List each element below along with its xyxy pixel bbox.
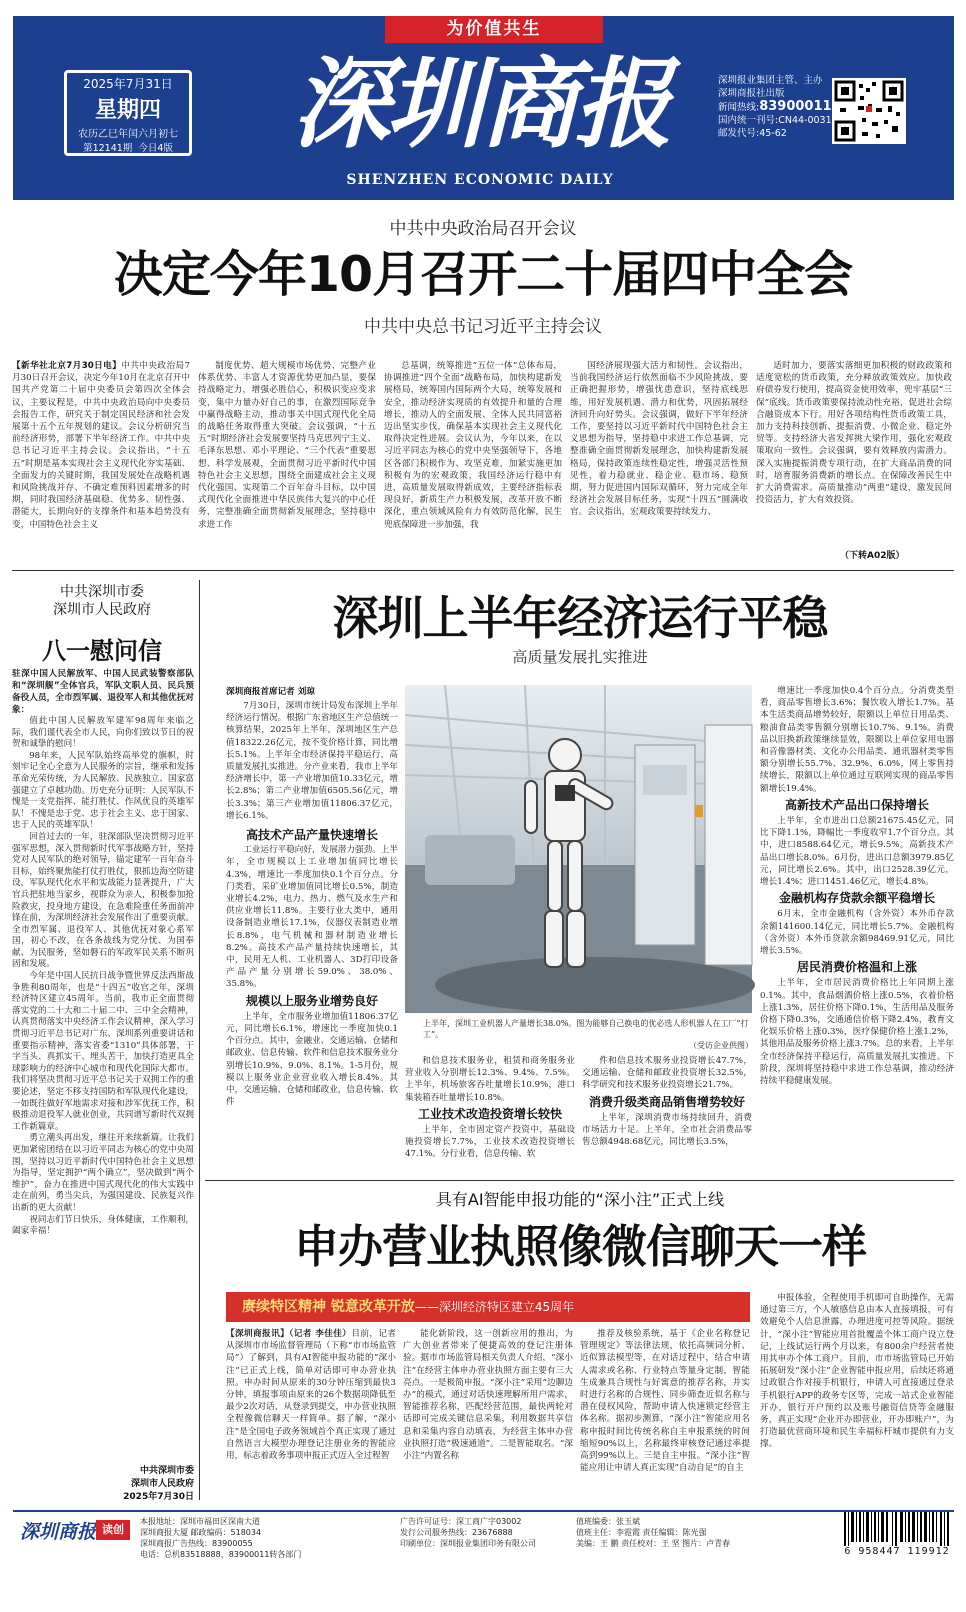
barcode-icon [840, 1512, 954, 1556]
footer-badge: 读创 [96, 1520, 130, 1540]
newspaper-logo: 深圳商报 [291, 47, 668, 162]
photo-illustration [405, 685, 752, 1013]
story3-kicker: 具有AI智能申报功能的“深小注”正式上线 [435, 1190, 725, 1209]
divider [199, 580, 200, 1500]
story2-subhead-2: 规模以上服务业增势良好 [245, 993, 378, 1008]
date-box [64, 70, 192, 156]
story1-column-3: 总基调，统筹推进“五位一体”总体布局，协调推进“四个全面”战略布局，加快构建新发展格局，统筹国内国际两个大局，统筹发展和安全，推动经济实现质的有效提升和量的合理增长，推动人的全面发展、全体人民共同富裕迈出坚实步伐，确保基本实现社会主义现代化取得决定性进展。会议认为，今年以来，在以习近平同志为核心的党中央坚强领导下，各地区各部门积极作为、攻坚克难，加紧实施更加积极有为的宏观政策，我国经济运行稳中有进，高质量发展取得新成效，主要经济指标表现良好，新质生产力积极发展，改革开放不断深化，重点领域风险有力有效防范化解，民生兜底保障进一步加强，我 [384, 361, 562, 530]
footer-divider [13, 1510, 954, 1512]
story3-column-3: 推荐及核验系统，基于《企业名称登记管理规定》等法律法规，依托高频词分析、近似算法模型等，在对话过程中，结合申请人需求或名称、行业特点等量身定制，智能生成兼具合规性与好寓意的推荐名称，并实时进行名称的合规性、同步筛查近似名称与潜在侵权风险，帮助申请人快速锁定经营主体名称。据初步测算，“深小注”智能应用名称申报时间比传统名称自主申报系统的时间缩短90%以上，名称最终审核登记通过率提高到99%以上。三是自主申报。“深小注”智能应用让申请人真正实现“自动自足”的自主 [580, 1329, 750, 1474]
anniversary-banner [226, 1292, 750, 1322]
photo-credit: （受访企业供图） [689, 1041, 753, 1050]
letter-heading [12, 583, 192, 666]
story2-subhead-4: 消费升级类商品销售增势较好 [588, 1094, 745, 1109]
publisher-info: 深圳报业集团主管、主办 深圳商报社出版 新闻热线:83900011 国内统一刊号:CN44-0031 邮发代号:45-62 [718, 75, 832, 139]
story3-lead-tag: 【深圳商报讯】（记者 李佳佳） [226, 1329, 352, 1339]
story1-jump: （下转A02版） [840, 551, 905, 561]
story1-subhead: 中共中央总书记习近平主持会议 [364, 317, 602, 337]
letter-signature: 中共深圳市委 深圳市人民政府 2025年7月30日 [123, 1466, 194, 1502]
barcode-number: 6 958447 119912 [844, 1546, 950, 1557]
story3-headline: 申办营业执照像微信聊天一样 [293, 1220, 866, 1273]
letter-issuer: 中共深圳市委 [60, 584, 144, 600]
story2-subhead-3: 工业技术改造投资增长较快 [417, 1106, 562, 1121]
divider [205, 1180, 954, 1181]
story2-subhead-6: 金融机构存贷款余额平稳增长 [778, 891, 935, 906]
lunar-date: 农历乙巳年闰六月初七 [78, 129, 178, 140]
story2-subhead-1: 高技术产品产量快速增长 [245, 828, 378, 843]
issue-date: 2025年7月31日 [83, 77, 173, 91]
issue-number: 第12141期 今日4版 [83, 143, 173, 154]
story1-column-1: 【新华社北京7月30日电】中共中央政治局7月30日召开会议，决定今年10月在北京召开中国共产党第二十届中央委员会第四次全体会议，主要议程是，中共中央政治局向中央委员会报告工作，研究关于制定国民经济和社会发展第十五个五年规划的建议。会议分析研究当前经济形势，部署下半年经济工作。中共中央总书记习近平主持会议。会议指出，“十五五”时期是基本实现社会主义现代化夯实基础、全面发力的关键时期，我国发展处在战略机遇和风险挑战并存、不确定难预料因素增多的时期，同时我国经济基础稳、优势多、韧性强、潜能大，长期向好的支撑条件和基本趋势没有变，中国特色社会主义 [12, 361, 191, 530]
letter-title: 八一慰问信 [42, 637, 162, 665]
masthead-slogan: 为价值共生 [385, 16, 603, 43]
story1-lead-tag: 【新华社北京7月30日电】 [12, 361, 122, 371]
story3-column-1: 【深圳商报讯】（记者 李佳佳）目前，记者从深圳市市场监督管理局（下称“市市场监管局”）了解到，具有AI智能申报功能的“深小注”已正式上线，简单对话即可申办营业执照。申办时间从原来的30分钟压缩到最快3分钟，填报事项由原来的26个数据项降低至最少2次对话，从登录到提交，申办营业执照全程像微信聊天一样简单。据了解，“深小注”是全国电子政务领域首个真正实现了通过自然语言大模型办理登记注册业务的智能应用，标志着政务事项申报正式迈入全过程智 [226, 1329, 396, 1462]
weekday: 星期四 [94, 98, 161, 123]
divider [12, 570, 954, 571]
story2-byline: 深圳商报首席记者 刘琼 [226, 687, 315, 697]
story1-column-4: 国经济展现强大活力和韧性。会议指出，当前我国经济运行依然面临不少风险挑战，要正确把握形势，增强忧患意识，坚持底线思维，用好发展机遇、潜力和优势，巩固拓展经济回升向好势头。会议强调，做好下半年经济工作，要坚持以习近平新时代中国特色社会主义思想为指导，坚持稳中求进工作总基调，完整准确全面贯彻新发展理念，加快构建新发展格局，保持政策连续性稳定性，增强灵活性预见性，着力稳就业、稳企业、稳市场、稳预期，努力促进国内国际双循环，努力完成全年经济社会发展目标任务，实现“十四五”圆满收官。会议指出，宏观政策要持续发力、 [570, 361, 748, 518]
footer-logo: 深圳商报 [20, 1521, 97, 1543]
story3-column-2: 能化新阶段，这一创新应用的推出，为广大创业者带来了便捷高效的登记注册体验。据市市场监管局相关负责人介绍，“深小注”在经营主体申办营业执照方面主要有三大亮点。一是极简申报。“深小注”采用“边聊边办”的模式，通过对话快速理解所用户需求，智能推荐名称，匹配经营范围，最快两轮对话即可完成关键信息采集，利用数据共享信息和采集内容自动填表，为经营主体申办营业执照打造“极速通道”。二是智能取名。“深小注”内置名称 [403, 1329, 573, 1462]
story2-headline: 深圳上半年经济运行平稳 [332, 591, 828, 645]
story1-column-2: 制度优势、超大规模市场优势、完整产业体系优势、丰富人才资源优势更加凸显，要保持战略定力，增强必胜信心，积极识变应变求变，集中力量办好自己的事，在激烈国际竞争中赢得战略主动，推动事关中国式现代化全局的战略任务取得重大突破。会议强调，“十五五”时期经济社会发展要坚持马克思列宁主义、毛泽东思想、邓小平理论、“三个代表”重要思想、科学发展观，全面贯彻习近平新时代中国特色社会主义思想，围绕全面建成社会主义现代化强国、实现第二个百年奋斗目标，以中国式现代化全面推进中华民族伟大复兴的中心任务，完整准确全面贯彻新发展理念，坚持稳中求进工作 [198, 361, 376, 530]
story1-column-5: 适时加力，要落实落细更加积极的财政政策和适度宽松的货币政策，充分释放政策效应。加快政府债券发行使用，提高资金使用效率，兜牢基层“三保”底线。货币政策要保持流动性充裕，促进社会综合融资成本下行。用好各项结构性货币政策工具，加力支持科技创新、提振消费、小微企业、稳定外贸等。支持经济大省发挥挑大梁作用，强化宏观政策取向一致性。会议强调，要有效释放内需潜力。深入实施提振消费专项行动，在扩大商品消费的同时，培育服务消费新的增长点。在保障改善民生中扩大消费需求。高质量推动“两重”建设，激发民间投资活力，扩大有效投资。 [756, 361, 952, 506]
footer-address: 本报地址：深圳市福田区深南大道 深圳商报大厦 邮政编码：518034 深圳商报广告热线：83900055 电话：总机83518888、83900011转各部门 [140, 1517, 302, 1559]
photo-caption: 上半年，深圳工业机器人产量增长38.0%。图为能够自己换电的优必选人形机器人在工厂“打工”。 （受访企业供图） [423, 1019, 753, 1050]
story3-column-4: 申报体验，全程使用手机即可自助操作，无需通过第三方，个人敏感信息由本人直接填报，可有效避免个人信息泄露，办理进度可控等风险。据统计，“深小注”智能应用首批覆盖个体工商户设立登记，上线试运行两个月以来，有800余户经营者使用其申办个体工商户。目前，市市场监管局已开始拓展研发“深小注”企业智能申报应用，后续还将通过政银合作对接手机银行，申请人可直接通过登录手机银行APP的政务专区等，完成一站式企业智能开办，银行开户预约以及账号融资信贷等金融服务，真正实现“企业开办即营业，开办即账户”，为打造最优营商环境和民生幸福标杆城市提供有力支撑。 [760, 1293, 954, 1450]
story2-column-2: 和信息技术服务业，租赁和商务服务业营业收入分别增长12.3%、9.4%、7.5%。上半年，机场旅客吞吐量增长10.9%，港口集装箱吞吐量增长10.8%。 工业技术改造投资增长较快 上半年，全市固定资产投资中，基础设施投资增长7.7%，工业技术改造投资增长47.1%。分行业看，信息传输、软 [405, 1056, 575, 1160]
letter-salutation: 驻深中国人民解放军、中国人民武装警察部队和“深圳舰”全体官兵，军队文职人员、民兵预备役人员，全市烈军属、退役军人和其他优抚对象： [12, 669, 194, 715]
story2-subhead-5: 高新技术产品出口保持增长 [784, 797, 929, 812]
footer-license: 广告许可证号：深工商广字03002 发行公司服务热线：23676888 印刷单位：深圳报业集团印务有限公司 [400, 1517, 536, 1548]
letter-body: 驻深中国人民解放军、中国人民武装警察部队和“深圳舰”全体官兵，军队文职人员、民兵预备役人员，全市烈军属、退役军人和其他优抚对象： 值此中国人民解放军建军98周年来临之际，我们谨代表全市人民，向你们致以节日的祝贺和诚挚的慰问！ 98年来，人民军队始终高举党的旗帜，时刻牢记全心全意为人民服务的宗旨，继承和发扬革命光荣传统，为人民解放、民族独立、国家富强建立了卓越功勋。历史充分证明：人民军队不愧是一支党指挥、能打胜仗、作风优良的英雄军队！不愧是忠于党、忠于社会主义、忠于国家、忠于人民的英雄军队！ 回首过去的一年，驻深部队坚决贯彻习近平强军思想，深入贯彻新时代军事战略方针，坚持党对人民军队的绝对领导，锚定建军一百年奋斗目标，始终聚焦能打仗打胜仗，狠抓边海空防建设，军队现代化水平和实战能力显著提升，广大官兵把驻地当家乡，视群众为亲人，积极参加抢险救灾，投身地方建设，在急难险重任务面前冲锋在前，为深圳经济社会发展作出了重要贡献。全市烈军属、退役军人、其他优抚对象心系军国，初心不改，在各条战线为党分忧、为国奉献、为民服务，坚如磐石的军政军民关系不断巩固和发展。 今年是中国人民抗日战争暨世界反法西斯战争胜利80周年，也是“十四五”收官之年，深圳经济特区建立45周年。当前，我市正全面贯彻落实党的二十大和二十届二中、三中全会精神，认真贯彻落实中央经济工作会议精神，深入学习贯彻习近平总书记对广东、深圳系列重要讲话和重要指示精神，落实省委“1310”具体部署，干字当头、真抓实干、埋头苦干，加快打造更具全球影响力的经济中心城市和现代化国际大都市。我们将坚决贯彻习近平总书记关于双拥工作的重要论述，坚定不移支持国防和军队现代化建设，一如既往做好军地需求对接和涉军优抚工作，积极推动退役军人就业创业，共同谱写新时代双拥工作新篇章。 勇立潮头再出发，继往开来续新篇。让我们更加紧密团结在以习近平同志为核心的党中央周围，坚持以习近平新时代中国特色社会主义思想为指导，坚定拥护“两个确立”，坚决做到“两个维护”，奋力在推进中国式现代化的伟大实践中走在前列，勇当尖兵，为强国建设、民族复兴作出新的更大贡献！ 祝同志们节日快乐，身体健康，工作顺利，阖家幸福！ [12, 669, 194, 1237]
qr-code-icon [832, 78, 906, 144]
letter-issuer: 深圳市人民政府 [53, 602, 151, 618]
story1-headline: 决定今年10月召开二十届四中全会 [113, 246, 853, 303]
story1-kicker: 中共中央政治局召开会议 [389, 219, 577, 239]
hotline: 83900011 [759, 99, 832, 114]
story2-column-4: 增速比一季度加快0.4个百分点。分消费类型看，商品零售增长3.6%；餐饮收入增长1.7%。基本生活类商品增势较好，限额以上单位日用品类、粮油食品类零售额分别增长10.7%、9.1%。消费品以旧换新政策继续显效，限额以上单位家用电器和音像器材类、文化办公用品类、通讯器材类零售额分别增长55.7%、32.9%、6.0%，网上零售持续增长，限额以上单位通过互联网实现的商品零售额增长19.4%。 高新技术产品出口保持增长 上半年，全市进出口总额21675.45亿元，同比下降1.1%，降幅比一季度收窄1.7个百分点。其中，进口8588.64亿元，增长9.5%。高新技术产品出口增长8.0%。6月份，进出口总额3979.85亿元，同比增长2.6%。其中，出口2528.39亿元，增长1.4%；进口1451.46亿元，增长4.8%。 金融机构存贷款余额平稳增长 6月末，全市金融机构（含外资）本外币存款余额141600.14亿元，同比增长5.7%。金融机构（含外资）本外币贷款余额98469.91亿元，同比增长3.5%。 居民消费价格温和上涨 上半年，全市居民消费价格比上年同期上涨0.1%。其中，食品烟酒价格上涨0.5%，衣着价格上涨1.3%，居住价格下降0.1%，生活用品及服务价格下降0.3%，交通通信价格下降2.4%，教育文化娱乐价格上涨0.3%，医疗保健价格上涨1.2%，其他用品及服务价格上涨3.7%。总的来看，上半年全市经济保持平稳运行，高质量发展扎实推进。下阶段，深圳将坚持稳中求进工作总基调，推动经济持续平稳健康发展。 [760, 686, 954, 1087]
story2-subhead: 高质量发展扎实推进 [512, 648, 648, 666]
robot-factory-photo [405, 685, 752, 1013]
story2-column-3: 件和信息技术服务业投资增长47.7%，交通运输、仓储和邮政业投资增长32.5%，科学研究和技术服务业投资增长21.7%。 消费升级类商品销售增势较好 上半年，深圳消费市场持续回升，消费市场活力十足。上半年，全市社会消费品零售总额4948.68亿元，同比增长3.5%， [582, 1056, 752, 1148]
story2-column-1: 7月30日，深圳市统计局发布深圳上半年经济运行情况。根据广东省地区生产总值统一核算结果，2025年上半年，深圳地区生产总值18322.26亿元，按不变价格计算，同比增长5.1%。上半年全市经济保持平稳运行，高质量发展扎实推进。分产业来看，我市上半年经济增长中，第一产业增加值10.33亿元，增长2.8%；第二产业增加值6505.56亿元，增长3.3%；第三产业增加值11806.37亿元，增长6.1%。 高技术产品产量快速增长 工业运行平稳向好，发展潜力强劲。上半年，全市规模以上工业增加值同比增长4.3%，增速比一季度加快0.1个百分点。分门类看，采矿业增加值同比增长0.5%，制造业增长4.2%，电力、热力、燃气及水生产和供应业增长11.8%。主要行业大类中，通用设备制造业增长17.1%，仪器仪表制造业增长8.8%，电气机械和器材制造业增长8.2%。高技术产品产量持续快速增长，其中，民用无人机、工业机器人、3D打印设备产品产量分别增长59.0%、38.0%、35.8%。 规模以上服务业增势良好 上半年，全市服务业增加值11806.37亿元，同比增长6.1%，增速比一季度加快0.1个百分点。其中，金融业、交通运输、仓储和邮政业、信息传输、软件和信息技术服务业分别增长10.9%、9.0%、8.1%。1-5月份，规模以上服务业企业营业收入增长8.4%。其中，交通运输、仓储和邮政业，信息传输、软件 [226, 701, 398, 1108]
banner-sub: ——深圳经济特区建立45周年 [414, 1300, 575, 1314]
newspaper-logo-en: SHENZHEN ECONOMIC DAILY [346, 172, 614, 188]
footer-staff: 值班编委：张玉斌 值班主任：李霓霞 责任编辑：陈光强 美编：王 鹏 责任校对：王 坚 图片：卢青春 [576, 1517, 731, 1548]
story2-subhead-7: 居民消费价格温和上涨 [796, 960, 917, 975]
banner-main: 赓续特区精神 锐意改革开放 [242, 1299, 415, 1315]
